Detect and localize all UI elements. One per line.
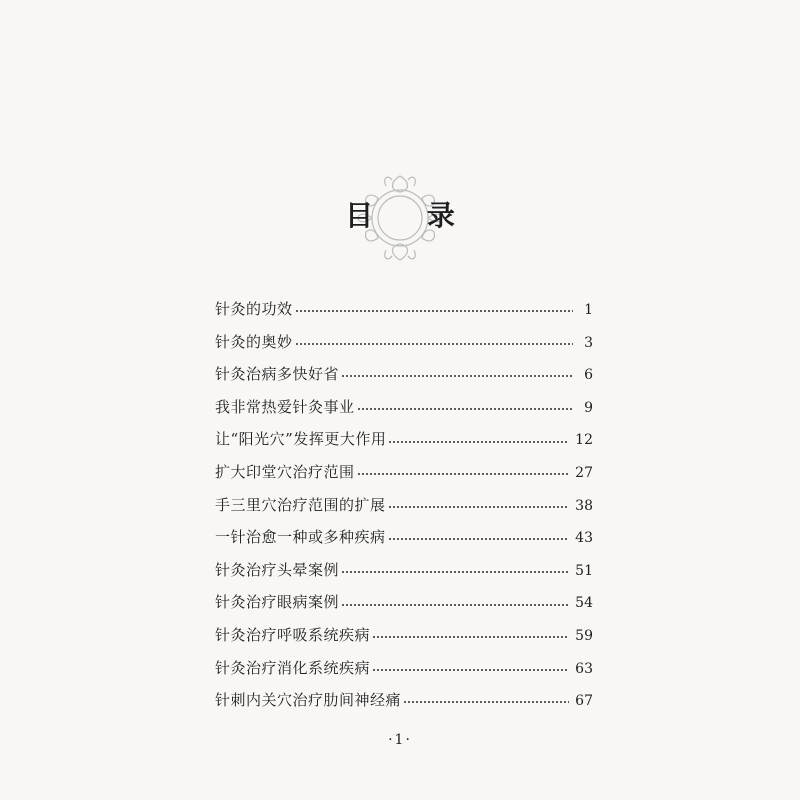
dot-leader [357, 472, 570, 476]
toc-entry-title: 针灸的功效 [215, 300, 293, 318]
toc-entry[interactable] [215, 652, 593, 685]
toc-entry-page: 63 [575, 660, 593, 677]
toc-entry-title: 扩大印堂穴治疗范围 [215, 462, 355, 481]
toc-entry-page: 6 [584, 367, 593, 384]
toc-entry-title: 针刺内关穴治疗肋间神经痛 [215, 691, 402, 710]
toc-entry[interactable] [215, 423, 593, 456]
dot-leader [388, 505, 570, 509]
toc-entry-title: 针灸治疗头晕案例 [215, 560, 340, 579]
toc-entry-page: 54 [575, 595, 593, 612]
dot-leader [295, 342, 573, 346]
dot-leader [372, 668, 569, 672]
dot-leader [295, 309, 573, 313]
toc-entry[interactable] [215, 521, 593, 554]
toc-entry-title: 让“阳光穴”发挥更大作用 [215, 430, 387, 449]
toc-entry-page: 38 [575, 497, 593, 514]
toc-entry-page: 43 [575, 530, 593, 547]
toc-entry[interactable] [215, 554, 593, 587]
toc-entry-page: 27 [575, 464, 593, 481]
dot-leader [403, 700, 569, 704]
dot-leader [341, 570, 569, 574]
toc-entry-title: 针灸的奥妙 [215, 332, 293, 351]
page-title: 目 录 [345, 199, 477, 232]
dot-leader [341, 374, 573, 378]
dot-leader [341, 603, 569, 607]
toc-entry[interactable] [215, 456, 593, 489]
toc-entry-page: 1 [584, 302, 593, 318]
dot-leader [388, 440, 569, 444]
toc-entry[interactable] [215, 358, 593, 391]
toc-entry[interactable] [215, 619, 593, 652]
page-number: ·1· [388, 732, 412, 748]
toc-entry[interactable] [215, 391, 593, 424]
toc-entry-page: 59 [575, 627, 593, 644]
toc-entry-title: 我非常热爱针灸事业 [215, 397, 355, 416]
toc-entry-page: 9 [584, 399, 593, 416]
toc-entry-title: 针灸治疗呼吸系统疾病 [215, 625, 371, 644]
toc-entry[interactable] [215, 684, 593, 717]
toc-entry-page: 3 [584, 334, 593, 351]
toc-entry-page: 51 [575, 562, 593, 579]
toc-entry-page: 12 [575, 432, 593, 449]
toc-entry-title: 针灸治病多快好省 [215, 365, 340, 384]
table-of-contents [215, 293, 593, 717]
toc-entry-title: 手三里穴治疗范围的扩展 [215, 495, 386, 514]
toc-entry[interactable] [215, 586, 593, 619]
toc-entry[interactable] [215, 326, 593, 359]
toc-entry-title: 针灸治疗眼病案例 [215, 593, 340, 612]
toc-entry-page: 67 [575, 693, 593, 710]
dot-leader [372, 635, 569, 639]
toc-entry[interactable] [215, 293, 593, 326]
dot-leader [357, 407, 573, 411]
dot-leader [388, 537, 570, 541]
toc-entry[interactable] [215, 489, 593, 522]
toc-entry-title: 一针治愈一种或多种疾病 [215, 528, 386, 547]
toc-entry-title: 针灸治疗消化系统疾病 [215, 658, 371, 677]
